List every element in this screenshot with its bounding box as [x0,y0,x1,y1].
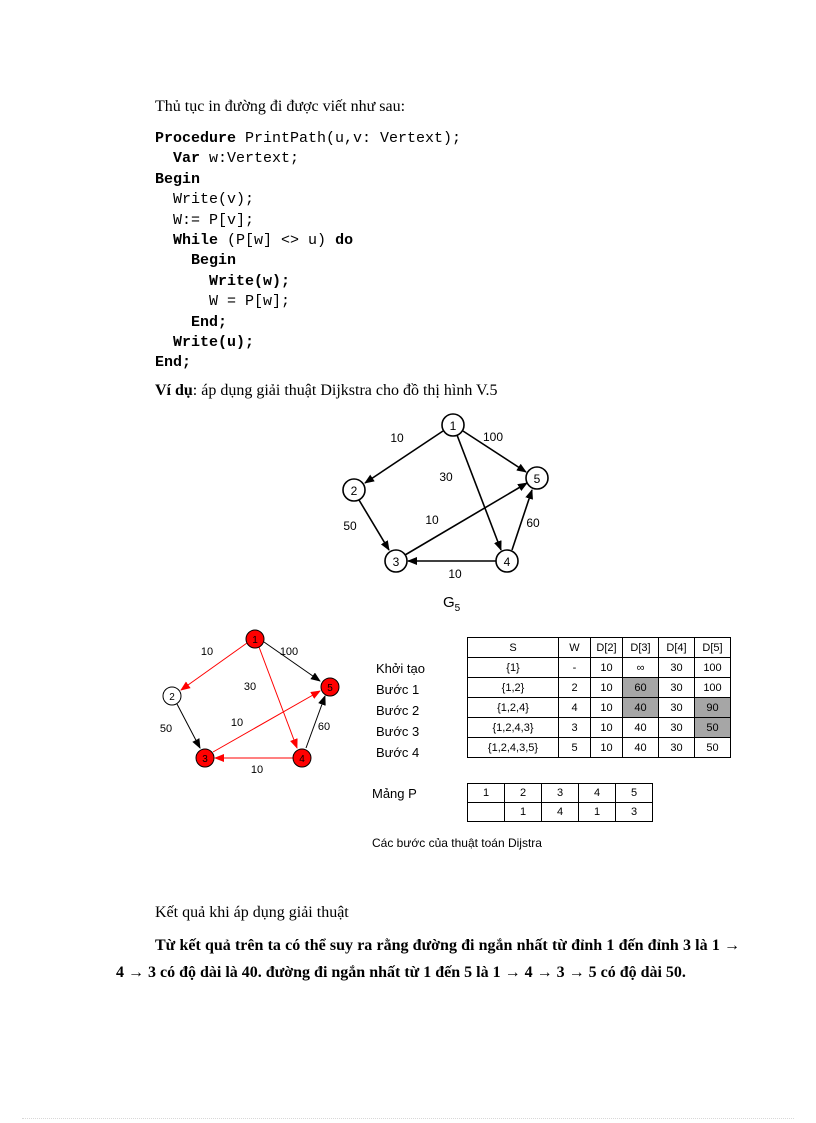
r-node-2-label: 2 [169,692,175,703]
g5-node-5-label: 5 [533,472,541,486]
g5-weight-3-5: 10 [425,513,439,527]
g5-node-4 [496,550,518,572]
g5-node-2 [343,479,365,501]
p-value-cell: 4 [542,803,579,822]
table-cell: {1,2,4} [468,698,559,718]
r-edge-1-4 [259,647,297,748]
table-cell: {1} [468,658,559,678]
p-index-cell: 2 [505,784,542,803]
p-array-table [467,783,653,822]
table-cell: 100 [695,678,731,698]
col-header: S [468,638,559,658]
table-cell: 3 [559,718,591,738]
g5-node-3-label: 3 [392,555,400,569]
g5-caption-sub: 5 [454,603,461,614]
g5-weight-2-3: 50 [343,519,357,533]
g5-node-2-label: 2 [350,484,358,498]
code-keyword: Begin [191,252,237,270]
r-node-4-label: 4 [299,754,305,765]
graph-result [160,630,339,776]
code-keyword: End; [155,354,192,372]
r-edge-1-2 [181,643,247,690]
code-keyword: While [173,231,219,249]
code-text: W = P[w]; [155,293,291,311]
table-cell: 10 [591,678,623,698]
g5-weight-4-5: 60 [526,516,540,530]
table-cell-highlight: 40 [623,698,659,718]
r-weight-1-2: 10 [200,646,214,658]
p-array-label: Mảng P [372,786,417,801]
table-row [468,738,731,758]
edge-2-3 [359,500,389,550]
code-keyword: do [335,231,354,249]
g5-node-1 [442,414,464,436]
col-header: D[2] [591,638,623,658]
p-index-cell: 1 [468,784,505,803]
step-label-4: Bước 4 [376,745,420,760]
intro-text: Thủ tục in đường đi được viết như sau: [155,98,406,115]
col-header: D[5] [695,638,731,658]
code-text: w:Vertext; [200,150,300,168]
table-cell: 30 [659,678,695,698]
r-weight-4-5: 60 [317,721,331,733]
g5-node-5 [526,467,548,489]
figure-caption: Các bước của thuật toán Dijstra [372,836,542,850]
table-cell: {1,2,4,3} [468,718,559,738]
r-node-4 [293,749,311,767]
table-cell: 40 [623,738,659,758]
p-index-cell: 4 [579,784,616,803]
table-cell: 50 [695,738,731,758]
table-cell: 5 [559,738,591,758]
code-keyword: End; [191,313,228,331]
table-cell: ∞ [623,658,659,678]
r-weight-4-3: 10 [250,764,264,776]
r-edge-2-3 [177,704,200,748]
p-value-cell [468,803,505,822]
table-cell: 2 [559,678,591,698]
g5-weight-1-2: 10 [390,431,404,445]
code-keyword: Write(u); [173,333,255,351]
table-cell: 30 [659,698,695,718]
r-node-1 [246,630,264,648]
example-body: : áp dụng giải thuật Dijkstra cho đồ thị hình V.5 [192,382,498,399]
code-text: PrintPath(u,v: Vertext); [236,130,462,147]
page-divider [22,1118,794,1119]
code-keyword: Begin [155,170,201,188]
table-cell: 10 [591,718,623,738]
code-keyword: Procedure [155,130,237,147]
r-edge-3-5 [213,691,320,752]
code-text: (P[w] <> u) [218,231,336,249]
code-keyword: Write(w); [209,272,291,290]
p-array-index-row [468,784,653,803]
r-node-3-label: 3 [202,754,208,765]
code-keyword: Var [173,150,201,168]
p-index-cell: 5 [616,784,653,803]
table-cell-highlight: 50 [695,718,731,738]
steps-header-row [468,638,731,658]
table-cell: 30 [659,718,695,738]
result-heading: Kết quả khi áp dụng giải thuật [155,904,349,921]
table-cell: 10 [591,658,623,678]
table-cell: 100 [695,658,731,678]
g5-node-3 [385,550,407,572]
table-cell: 40 [623,718,659,738]
step-label-2: Bước 2 [376,703,420,718]
col-header: D[3] [623,638,659,658]
g5-weight-1-5: 100 [482,430,504,444]
g5-weight-1-4: 30 [439,470,453,484]
col-header: W [559,638,591,658]
g5-caption [443,594,461,614]
step-label-1: Bước 1 [376,682,420,697]
table-cell: 30 [659,738,695,758]
table-cell: 10 [591,738,623,758]
steps-table [467,637,731,758]
table-cell-highlight: 60 [623,678,659,698]
r-weight-2-3: 50 [159,723,173,735]
g5-caption-main: G [443,594,455,611]
edge-1-2 [365,431,443,483]
example-label: Ví dụ [155,382,193,399]
table-cell: - [559,658,591,678]
result-paragraph: Từ kết quả trên ta có thể suy ra rằng đường đi ngắn nhất từ đỉnh 1 đến đỉnh 3 là 1 → 4 → 3 có độ dài là 40. đường đi ngắn nhất từ 1 đến 5 là 1 → 4 → 3 → 5 có độ dài 50. [116,937,740,981]
g5-node-4-label: 4 [503,555,511,569]
g5-node-1-label: 1 [449,419,457,433]
table-cell: 4 [559,698,591,718]
p-index-cell: 3 [542,784,579,803]
p-value-cell: 1 [505,803,542,822]
table-cell: 30 [659,658,695,678]
r-node-5-label: 5 [327,683,333,694]
p-value-cell: 3 [616,803,653,822]
step-label-3: Bước 3 [376,724,420,739]
table-row [468,698,731,718]
step-label-0: Khởi tạo [376,661,425,676]
table-row [468,658,731,678]
g5-weight-4-3: 10 [448,567,462,581]
table-cell: 10 [591,698,623,718]
r-weight-1-4: 30 [243,681,257,693]
table-cell-highlight: 90 [695,698,731,718]
r-weight-3-5: 10 [230,717,244,729]
r-weight-1-5: 100 [279,646,299,658]
table-row [468,678,731,698]
table-cell: {1,2,4,3,5} [468,738,559,758]
col-header: D[4] [659,638,695,658]
code-text: Write(v); [155,191,255,209]
table-cell: {1,2} [468,678,559,698]
edge-3-5 [405,483,527,555]
p-value-cell: 1 [579,803,616,822]
code-text: W:= P[v]; [155,211,255,229]
p-array-value-row [468,803,653,822]
r-node-2 [163,687,181,705]
table-row [468,718,731,738]
r-node-5 [321,678,339,696]
r-node-3 [196,749,214,767]
r-node-1-label: 1 [252,635,258,646]
